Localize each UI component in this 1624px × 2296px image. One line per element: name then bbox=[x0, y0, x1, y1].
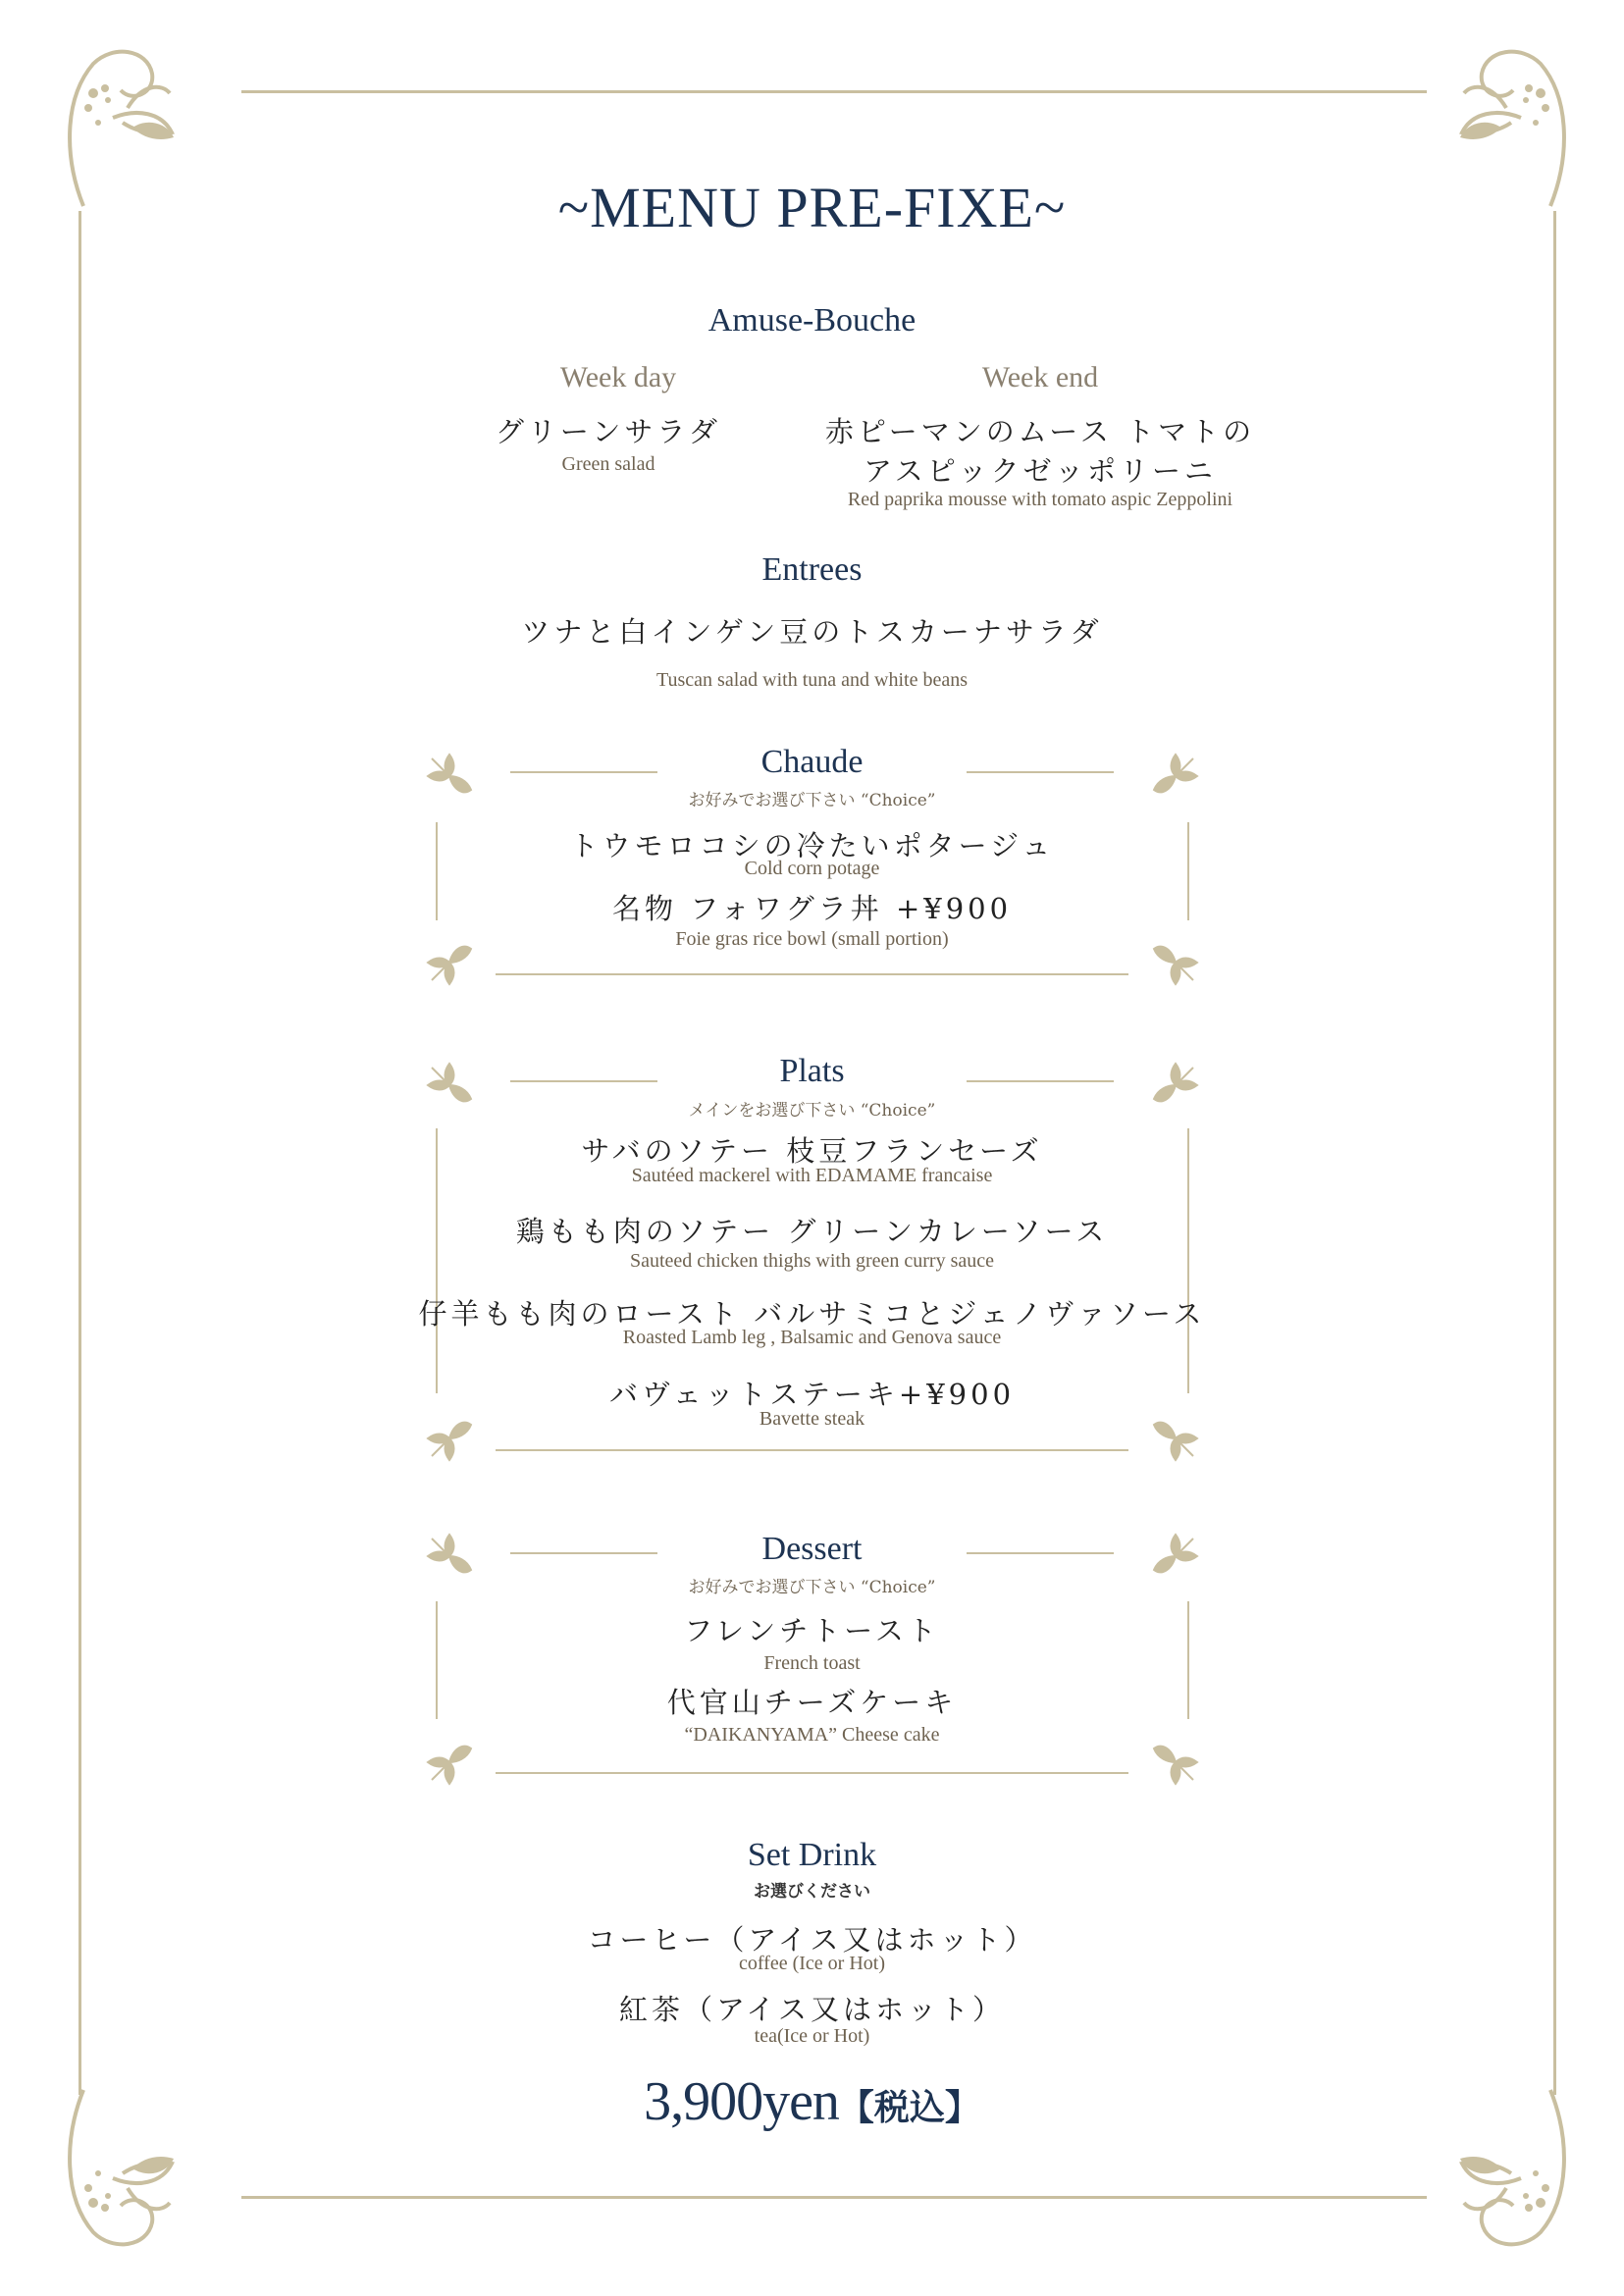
plats-item-2-jp: 鶏もも肉のソテー グリーンカレーソース bbox=[515, 1215, 1109, 1248]
entrees-heading: Entrees bbox=[761, 551, 863, 588]
drink-item-1-en: coffee (Ice or Hot) bbox=[739, 1953, 885, 1974]
price-tax-label: 【税込】 bbox=[838, 2088, 980, 2128]
weekend-label: Week end bbox=[981, 361, 1099, 393]
plats-item-3-jp: 仔羊もも肉のロースト バルサミコとジェノヴァソース bbox=[418, 1297, 1206, 1331]
box-bottom-line bbox=[496, 1772, 1128, 1774]
dessert-item-1-jp: フレンチトースト bbox=[684, 1614, 940, 1647]
dessert-subtitle: お好みでお選び下さい “Choice” bbox=[688, 1578, 936, 1597]
chaude-item-1-en: Cold corn potage bbox=[744, 858, 880, 879]
price-amount: 3,900yen bbox=[644, 2071, 839, 2132]
drink-subtitle: お選びください bbox=[754, 1882, 870, 1902]
weekend-dish-jp-2: アスピックゼッポリーニ bbox=[863, 454, 1218, 488]
chaude-heading: Chaude bbox=[760, 744, 864, 780]
plats-heading: Plats bbox=[779, 1053, 845, 1089]
entrees-dish-jp: ツナと白インゲン豆のトスカーナサラダ bbox=[521, 615, 1103, 649]
drink-item-1-jp: コーヒー（アイス又はホット） bbox=[587, 1923, 1037, 1957]
weekend-dish-jp-1: 赤ピーマンのムース トマトの bbox=[824, 415, 1256, 448]
price bbox=[0, 2070, 1624, 2133]
frame-top-line bbox=[241, 90, 1427, 93]
drink-item-2-en: tea(Ice or Hot) bbox=[754, 2025, 870, 2047]
dessert-item-1-en: French toast bbox=[763, 1652, 861, 1674]
box-bottom-line bbox=[496, 973, 1128, 975]
dessert-item-2-en: “DAIKANYAMA” Cheese cake bbox=[684, 1724, 940, 1746]
plats-item-4-jp: バヴェットステーキ+¥900 bbox=[608, 1378, 1016, 1411]
chaude-item-1-jp: トウモロコシの冷たいポタージュ bbox=[569, 829, 1055, 862]
plats-item-3-en: Roasted Lamb leg , Balsamic and Genova sauce bbox=[622, 1327, 1002, 1348]
weekday-label: Week day bbox=[559, 361, 677, 393]
frame-bottom-line bbox=[241, 2196, 1427, 2199]
entrees-dish-en: Tuscan salad with tuna and white beans bbox=[656, 669, 968, 691]
plats-item-4-en: Bavette steak bbox=[759, 1408, 865, 1430]
chaude-item-2-jp: 名物 フォワグラ丼 +¥900 bbox=[611, 892, 1013, 925]
menu-title: ~MENU PRE-FIXE~ bbox=[557, 176, 1067, 239]
box-bottom-line bbox=[496, 1449, 1128, 1451]
amuse-heading: Amuse-Bouche bbox=[707, 302, 917, 339]
dessert-item-2-jp: 代官山チーズケーキ bbox=[666, 1686, 958, 1719]
drink-item-2-jp: 紅茶（アイス又はホット） bbox=[618, 1993, 1006, 2026]
weekday-dish-en: Green salad bbox=[561, 453, 655, 475]
weekend-dish-en: Red paprika mousse with tomato aspic Zeppolini bbox=[847, 489, 1233, 510]
dessert-heading: Dessert bbox=[761, 1531, 863, 1567]
plats-item-1-en: Sautéed mackerel with EDAMAME francaise bbox=[631, 1165, 993, 1186]
chaude-subtitle: お好みでお選び下さい “Choice” bbox=[688, 791, 936, 810]
plats-item-1-jp: サバのソテー 枝豆フランセーズ bbox=[581, 1134, 1043, 1168]
chaude-item-2-en: Foie gras rice bowl (small portion) bbox=[675, 928, 949, 950]
drink-heading: Set Drink bbox=[747, 1837, 877, 1873]
weekday-dish-jp: グリーンサラダ bbox=[495, 415, 722, 448]
plats-item-2-en: Sauteed chicken thighs with green curry sauce bbox=[630, 1250, 994, 1272]
plats-subtitle: メインをお選び下さい “Choice” bbox=[688, 1101, 936, 1121]
